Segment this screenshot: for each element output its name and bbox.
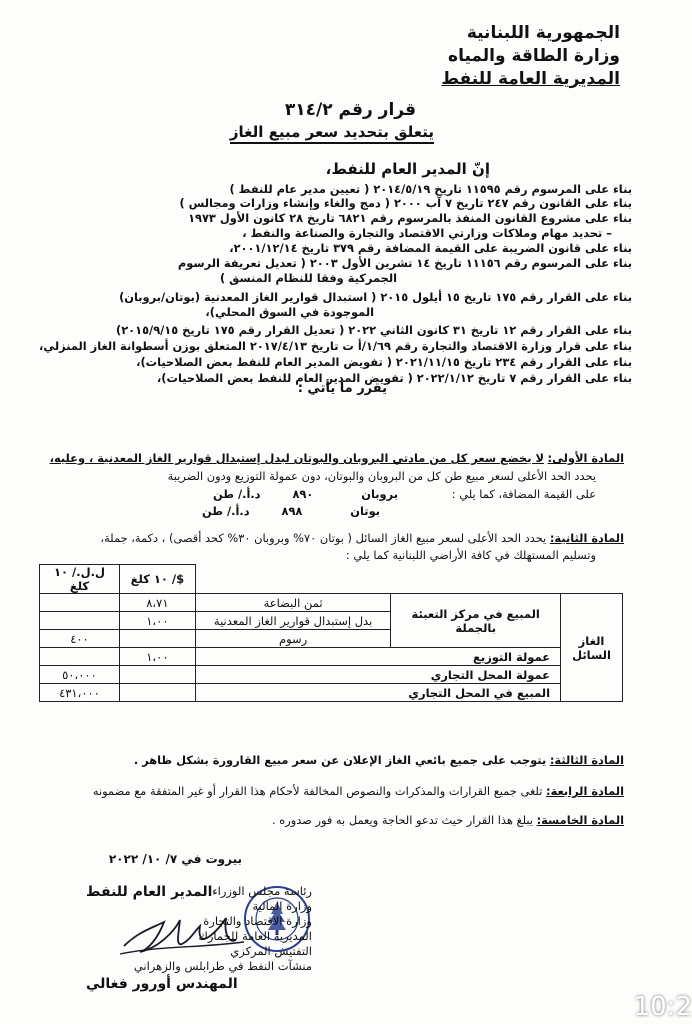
item-label: بدل إستبدال قوارير الغاز المعدنية: [195, 612, 391, 630]
article-1: [50, 450, 624, 466]
usd-cell: [119, 666, 195, 684]
article-1-label: المادة الأولى:: [547, 451, 624, 465]
recital: بناء على قانون الضريبة على القيمة المضافة رقم ٣٧٩ تاريخ ٢٠٠١/١٢/١٤،: [229, 241, 632, 255]
table-row: [40, 648, 623, 666]
article-1-line2: يحدد الحد الأعلى لسعر مبيع طن كل من البروبان والبوتان، دون عمولة التوزيع ودون الضريبة: [167, 469, 596, 483]
article-4: [93, 783, 624, 799]
recital: بناء على قرار وزارة الاقتصاد والتجارة رقم ١/٦٩/أ ت تاريخ ٢٠١٧/٤/١٣ المتعلق بوزن أسطوانة الغاز المنزلي،: [39, 339, 632, 353]
recital: بناء على مشروع القانون المنفذ بالمرسوم رقم ٦٨٢١ تاريخ ٢٨ كانون الأول ١٩٧٣: [188, 211, 632, 225]
table-row: [40, 594, 623, 612]
list-item: وزارة الاقتصاد والتجارة: [203, 914, 312, 928]
table-row: [40, 666, 623, 684]
gas-unit: د.أ./ طن: [202, 504, 250, 518]
wholesale-label: المبيع في مركز التعبئة بالجملة: [391, 594, 561, 648]
recital: الجمركية وفقا للنظام المنسق ): [220, 271, 397, 285]
lbp-cell: [40, 612, 120, 630]
recital: بناء على المرسوم رقم ١١١٥٦ تاريخ ١٤ تشرين الأول ٢٠٠٣ ( تعديل تعريفة الرسوم: [177, 256, 632, 270]
recital: بناء على القانون رقم ٢٤٧ تاريخ ٧ آب ٢٠٠٠ ( دمج والغاء وإنشاء وزارات ومجالس ): [179, 196, 632, 210]
article-3-label: المادة الثالثة:: [549, 753, 624, 767]
gas-price-item-butane: [202, 503, 380, 519]
article-5: [272, 812, 624, 828]
copies-list: [134, 884, 312, 974]
decision-title: قرار رقم ٣١٤/٢: [284, 100, 416, 120]
status-clock: 10:2: [633, 992, 692, 1022]
recital: – تحديد مهام وملاكات وزارتي الاقتصاد والتجارة والصناعة والنفط ،: [242, 226, 612, 240]
ministry-header: [441, 22, 620, 91]
usd-cell: ٨،٧١: [119, 594, 195, 612]
table-header-row: [40, 565, 623, 594]
list-item: المديرية العامة للجمارك: [198, 929, 312, 943]
col-usd-header: $/ ١٠ كلغ: [119, 565, 195, 594]
usd-cell: [119, 630, 195, 648]
group-label: الغاز السائل: [561, 594, 623, 702]
signer-name: المهندس أورور فغالي: [86, 976, 238, 992]
article-4-label: المادة الرابعة:: [546, 784, 624, 798]
signer-title: المدير العام للنفط: [86, 884, 213, 900]
lbp-cell: [40, 648, 120, 666]
recital: بناء على القرار رقم ١٢ تاريخ ٣١ كانون الثاني ٢٠٢٢ ( تعديل القرار رقم ١٧٥ تاريخ ٢٠١٥/٩/١٥): [116, 323, 632, 337]
list-item: رئاسة مجلس الوزراء: [212, 884, 312, 898]
gas-price: ٨٩٨: [281, 504, 303, 518]
decision-subtitle: يتعلق بتحديد سعر مبيع الغاز: [230, 123, 434, 144]
recital: بناء على المرسوم رقم ١١٥٩٥ تاريخ ٢٠١٤/٥/١٩ ( تعيين مدير عام للنفط ): [229, 182, 632, 196]
header-line-ministry: وزارة الطاقة والمياه: [448, 46, 620, 66]
recital: بناء على القرار رقم ٢٣٤ تاريخ ٢٠٢١/١١/١٥ ( تفويض المدير العام للنفط بعض الصلاحيات)،: [136, 355, 632, 369]
article-4-text: تلغى جميع القرارات والمذكرات والنصوص المخالفة لأحكام هذا القرار أو غير المتفقة مع مضمونه: [92, 784, 543, 798]
lbp-cell: [40, 594, 120, 612]
gas-name: بوتان: [350, 504, 380, 518]
gas-unit: د.أ./ طن: [213, 487, 261, 501]
preamble: إنّ المدير العام للنفط،: [325, 160, 490, 178]
article-2-line2: وتسليم المستهلك في كافة الأراضي اللبنانية كما يلي :: [345, 548, 596, 562]
usd-cell: ١،٠٠: [119, 612, 195, 630]
recital: بناء على القرار رقم ٧ تاريخ ٢٠٢٢/١/١٢ ( تفويض المدير العام للنفط بعض الصلاحيات)،: [156, 371, 632, 385]
header-line-republic: الجمهورية اللبنانية: [466, 23, 620, 43]
shop-commission-label: عمولة المحل التجاري: [195, 666, 560, 684]
article-1-text: لا يخضع سعر كل من مادتي البروبان والبوتان لبدل إستبدال قوارير الغاز المعدنية ، وعليه،: [49, 451, 544, 465]
lbp-cell: ٤٠٠: [40, 630, 120, 648]
article-2: [100, 530, 624, 546]
decides-heading: يقرر ما يأتي :: [297, 381, 387, 396]
lbp-cell: ٤٣١،٠٠٠: [40, 684, 120, 702]
list-item: منشآت النفط في طرابلس والزهراني: [133, 959, 312, 973]
issue-date: بيروت في ٧/ ١٠/ ٢٠٢٢: [108, 852, 242, 866]
gas-price-item-propane: [213, 486, 398, 502]
article-2-label: المادة الثانية:: [549, 531, 624, 545]
article-5-label: المادة الخامسة:: [536, 813, 624, 827]
item-label: رسوم: [195, 630, 391, 648]
shop-sale-label: المبيع في المحل التجاري: [195, 684, 560, 702]
usd-cell: [119, 684, 195, 702]
recital: بناء على القرار رقم ١٧٥ تاريخ ١٥ أيلول ٢٠١٥ ( استبدال قوارير الغاز المعدنية (بوتان/بروبان): [119, 290, 632, 304]
header-line-directorate: المديرية العامة للنفط: [441, 69, 620, 89]
recital: الموجودة في السوق المحلي)،: [205, 305, 374, 319]
article-1-line3: على القيمة المضافة، كما يلي :: [451, 487, 596, 501]
article-2-text: يحدد الحد الأعلى لسعر مبيع الغاز السائل ( بوتان ٧٠% وبروبان ٣٠% كحد أقصى) ، دكمة، جملة،: [100, 531, 547, 545]
gas-name: بروبان: [361, 487, 398, 501]
gas-price: ٨٩٠: [292, 487, 314, 501]
usd-cell: ١،٠٠: [119, 648, 195, 666]
article-5-text: يبلغ هذا القرار حيث تدعو الحاجة ويعمل به فور صدوره .: [271, 813, 533, 827]
table-row: [40, 684, 623, 702]
distribution-label: عمولة التوزيع: [195, 648, 560, 666]
list-item: وزارة المالية: [252, 899, 312, 913]
col-lbp-header: ل.ل./ ١٠ كلغ: [40, 565, 120, 594]
article-3: [134, 752, 624, 768]
article-3-text: يتوجب على جميع بائعي الغاز الإعلان عن سعر مبيع القارورة بشكل ظاهر .: [133, 753, 547, 767]
list-item: التفتيش المركزي: [230, 944, 312, 958]
lbp-cell: ٥٠،٠٠٠: [40, 666, 120, 684]
item-label: ثمن البضاعة: [195, 594, 391, 612]
price-table: [39, 564, 623, 702]
